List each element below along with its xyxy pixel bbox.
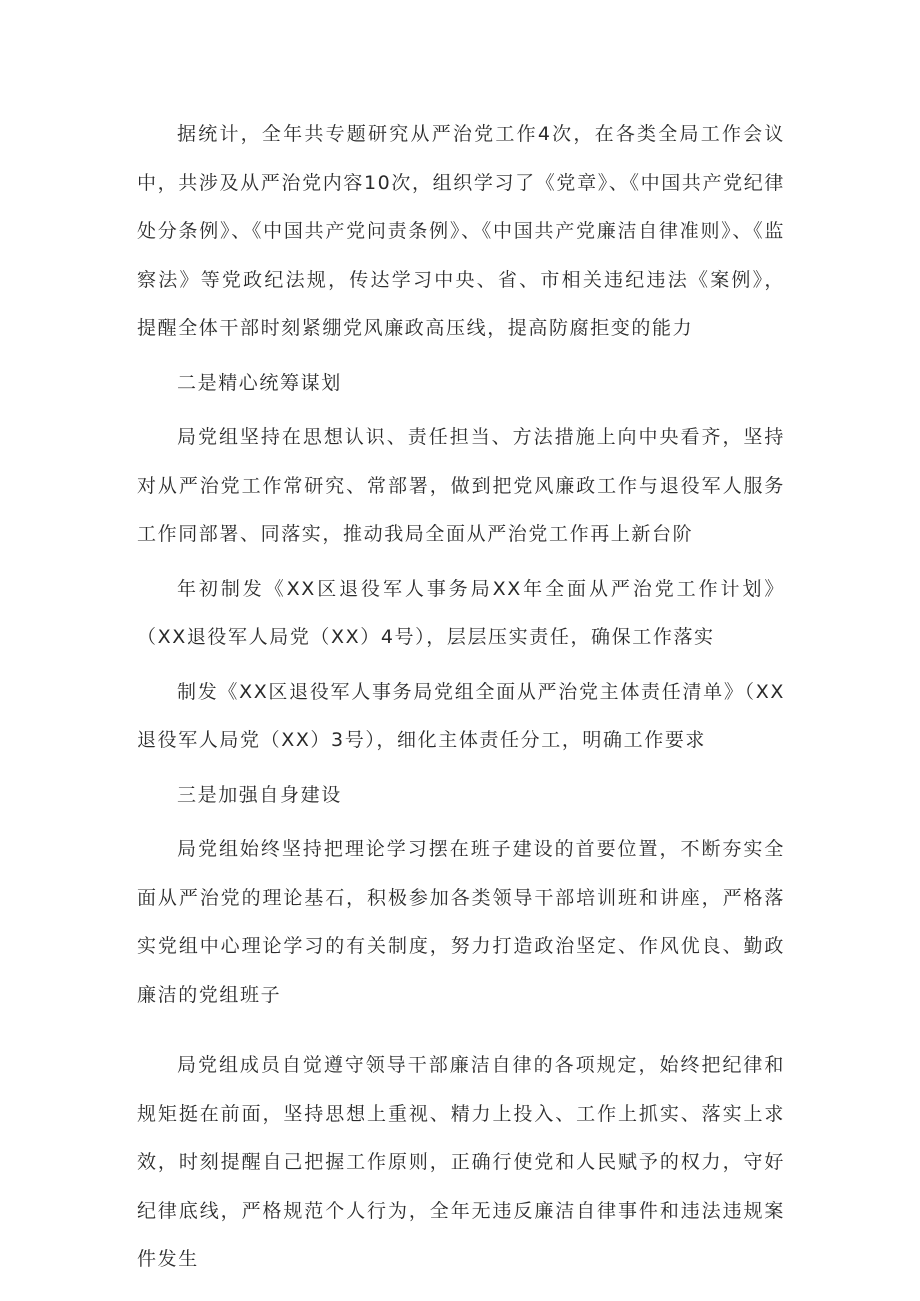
heading-planning: 二是精心统筹谋划 <box>177 371 342 394</box>
paragraph-planning: 局党组坚持在思想认识、责任担当、方法措施上向中央看齐，坚持对从严治党工作常研究、常部署，做到把党风廉政工作与退役军人服务工作同部署、同落实，推动我局全面从严治党工作再上新台阶 <box>137 426 785 545</box>
paragraph-statistics: 据统计，全年共专题研究从严治党工作4次，在各类全局工作会议中，共涉及从严治党内容10次，组织学习了《党章》、《中国共产党纪律处分条例》、《中国共产党问责条例》、《中国共产党廉洁自律准则》、《监察法》等党政纪法规，传达学习中央、省、市相关违纪违法《案例》，提醒全体干部时刻紧绷党风廉政高压线，提高防腐拒变的能力 <box>137 123 785 339</box>
heading-self-building: 三是加强自身建设 <box>177 783 342 806</box>
paragraph-self-discipline: 局党组成员自觉遵守领导干部廉洁自律的各项规定，始终把纪律和规矩挺在前面，坚持思想上重视、精力上投入、工作上抓实、落实上求效，时刻提醒自己把握工作原则，正确行使党和人民赋予的权力，守好纪律底线，严格规范个人行为，全年无违反廉洁自律事件和违法违规案件发生 <box>137 1054 785 1270</box>
document-body <box>137 110 785 1290</box>
paragraph-work-plan: 年初制发《XX区退役军人事务局XX年全面从严治党工作计划》（XX退役军人局党（XX）4号），层层压实责任，确保工作落实 <box>137 577 785 648</box>
paragraph-theory-study: 局党组始终坚持把理论学习摆在班子建设的首要位置，不断夯实全面从严治党的理论基石，积极参加各类领导干部培训班和讲座，严格落实党组中心理论学习的有关制度，努力打造政治坚定、作风优良、勤政廉洁的党组班子 <box>137 838 785 1006</box>
paragraph-responsibility-list: 制发《XX区退役军人事务局党组全面从严治党主体责任清单》（XX退役军人局党（XX）3号），细化主体责任分工，明确工作要求 <box>137 680 785 751</box>
